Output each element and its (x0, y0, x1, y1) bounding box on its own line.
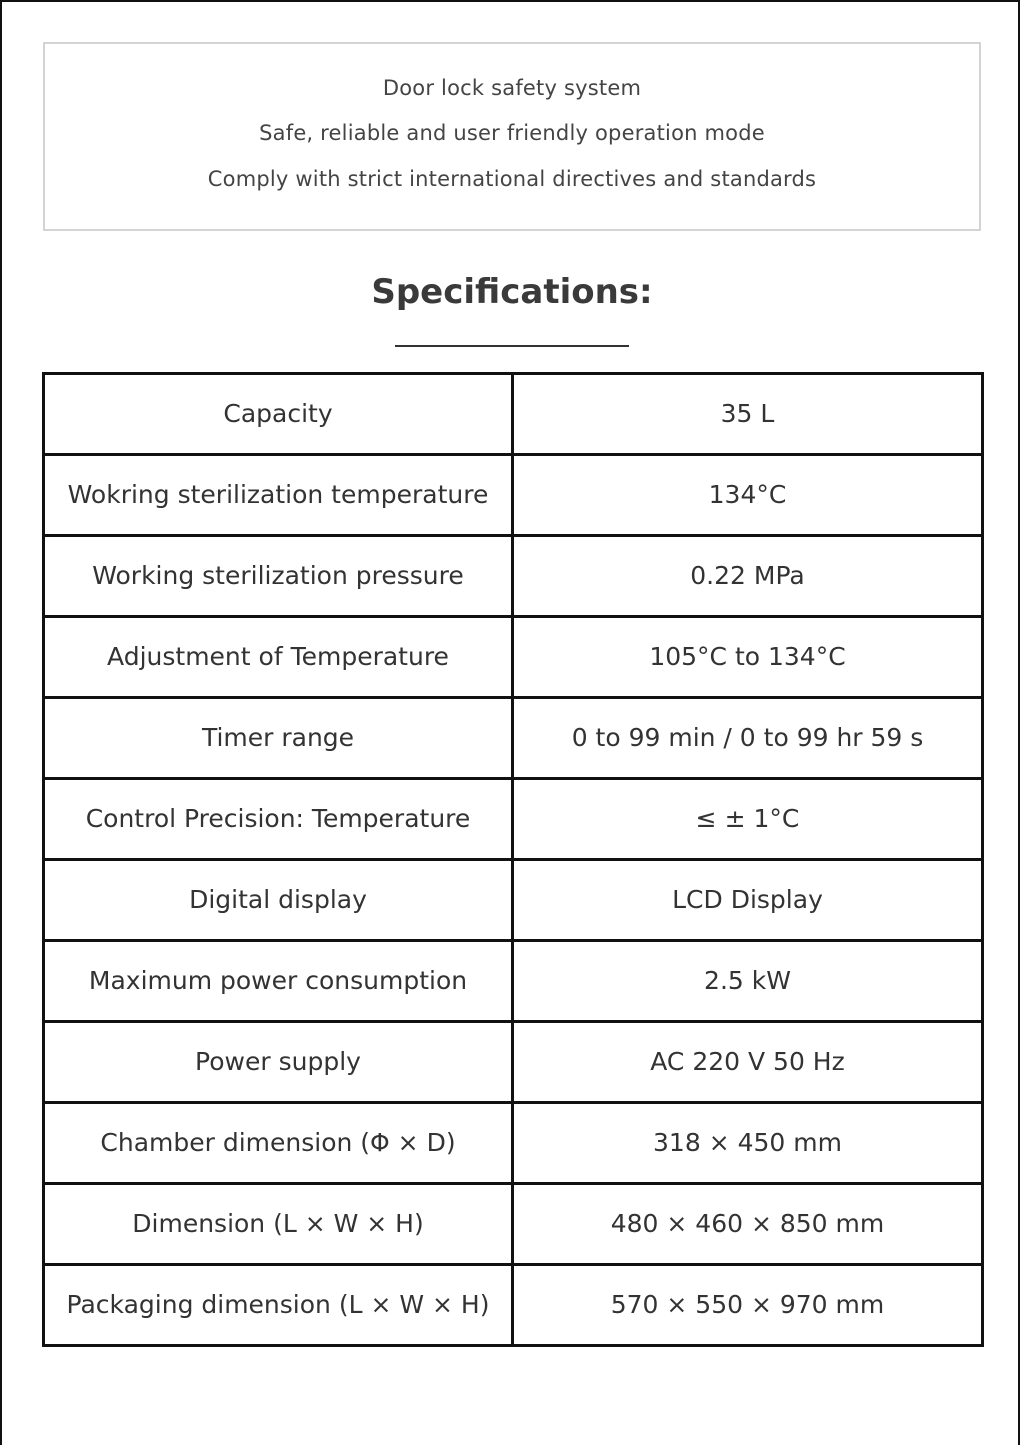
spec-label: Chamber dimension (Φ × D) (44, 1103, 513, 1184)
table-row (44, 536, 983, 617)
spec-value: 480 × 460 × 850 mm (513, 1184, 983, 1265)
table-row (44, 1103, 983, 1184)
table-row (44, 374, 983, 455)
spec-label: Capacity (44, 374, 513, 455)
spec-value: ≤ ± 1°C (513, 779, 983, 860)
table-row (44, 779, 983, 860)
spec-label: Maximum power consumption (44, 941, 513, 1022)
features-box (43, 42, 981, 231)
spec-label: Adjustment of Temperature (44, 617, 513, 698)
spec-label: Packaging dimension (L × W × H) (44, 1265, 513, 1346)
specifications-title: Specifications: (371, 272, 653, 312)
table-row (44, 698, 983, 779)
spec-label: Working sterilization pressure (44, 536, 513, 617)
spec-value: 570 × 550 × 970 mm (513, 1265, 983, 1346)
spec-label: Power supply (44, 1022, 513, 1103)
title-underline (395, 345, 629, 347)
spec-label: Dimension (L × W × H) (44, 1184, 513, 1265)
table-row (44, 617, 983, 698)
spec-value: 105°C to 134°C (513, 617, 983, 698)
spec-value: 2.5 kW (513, 941, 983, 1022)
table-row (44, 1022, 983, 1103)
table-row (44, 941, 983, 1022)
spec-value: AC 220 V 50 Hz (513, 1022, 983, 1103)
spec-value: 35 L (513, 374, 983, 455)
feature-operation-mode: Safe, reliable and user friendly operation mode (259, 121, 765, 145)
spec-value: LCD Display (513, 860, 983, 941)
spec-label: Digital display (44, 860, 513, 941)
spec-value: 318 × 450 mm (513, 1103, 983, 1184)
table-row (44, 455, 983, 536)
specifications-table (42, 372, 984, 1347)
feature-standards: Comply with strict international directives and standards (207, 167, 817, 191)
spec-label: Wokring sterilization temperature (44, 455, 513, 536)
spec-value: 0 to 99 min / 0 to 99 hr 59 s (513, 698, 983, 779)
spec-value: 134°C (513, 455, 983, 536)
spec-label: Timer range (44, 698, 513, 779)
table-row (44, 860, 983, 941)
spec-value: 0.22 MPa (513, 536, 983, 617)
table-row (44, 1184, 983, 1265)
spec-label: Control Precision: Temperature (44, 779, 513, 860)
feature-door-lock: Door lock safety system (382, 76, 642, 100)
table-row (44, 1265, 983, 1346)
